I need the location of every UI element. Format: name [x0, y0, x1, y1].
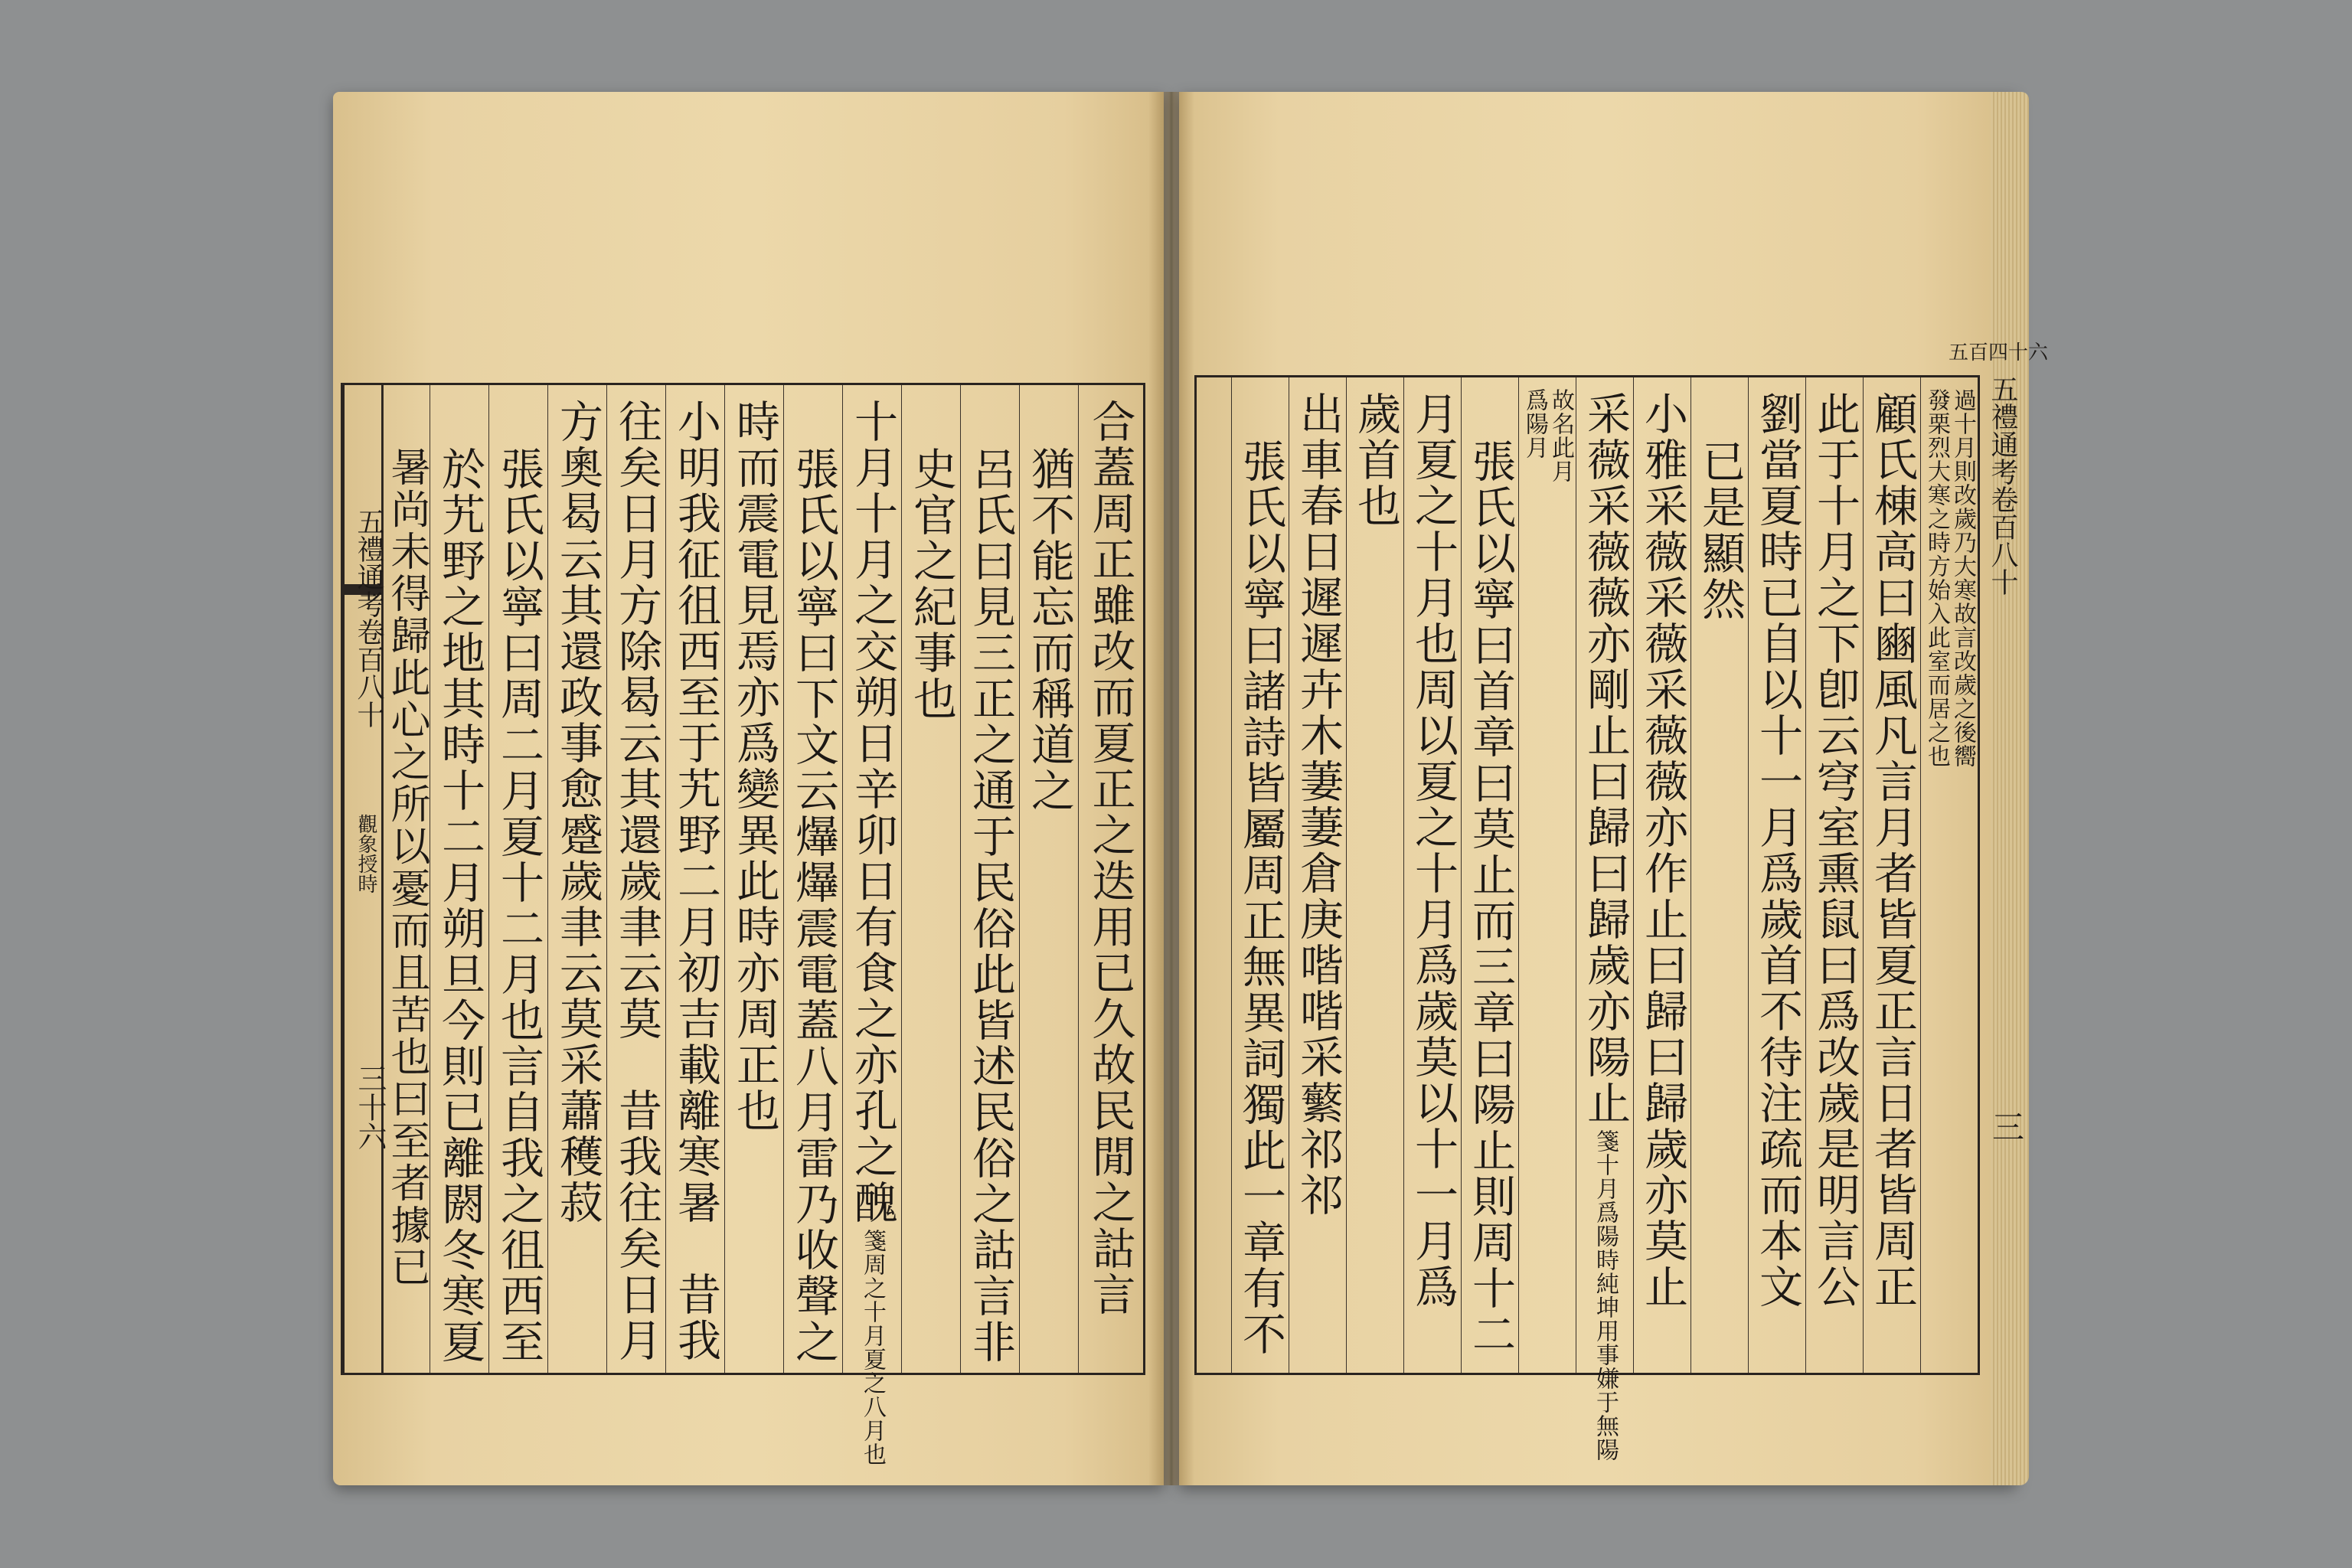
text-column	[1805, 377, 1863, 1373]
book-gutter	[1148, 92, 1194, 1485]
text-column	[901, 385, 960, 1373]
note-line: 發栗烈大寒之時方始入此室而居之也	[1923, 388, 1950, 768]
left-text-frame	[341, 383, 1145, 1466]
text-column	[724, 385, 783, 1373]
text-column	[842, 385, 901, 1466]
column-text: 猶不能忘而稱道之	[1024, 446, 1075, 814]
text-column	[1461, 377, 1518, 1373]
column-text: 合蓋周正雖改而夏正之迭用已久故民閒之詁言	[1085, 399, 1135, 1318]
text-column	[960, 385, 1019, 1373]
text-column	[606, 385, 665, 1373]
column-text: 史官之紀事也	[906, 446, 957, 722]
column-text: 往矣日月方除曷云其還歲聿云莫 昔我往矣日月	[611, 399, 662, 1364]
right-page-label: 五百四十六	[1949, 341, 2049, 364]
column-text: 劉當夏時已自以十一月爲歲首不待注疏而本文	[1752, 391, 1803, 1310]
small-note-pair	[1925, 377, 1974, 1373]
right-page-header: 五禮通考卷百八十	[1987, 375, 2018, 596]
text-column	[547, 385, 606, 1373]
text-column	[1863, 377, 1920, 1373]
column-text: 十月十月之交朔日辛卯日有食之亦孔之醜	[847, 399, 898, 1226]
text-column	[783, 385, 842, 1373]
column-text: 此于十月之下卽云穹室熏鼠曰爲改歲是明言公	[1809, 391, 1860, 1310]
right-page-number: 三	[1988, 1110, 2025, 1142]
banxin-page-number: 三十六	[353, 1063, 387, 1151]
banxin-title: 五禮通考卷百八十	[353, 508, 384, 728]
text-column	[665, 385, 724, 1373]
column-text: 出車春日遲遲卉木萋萋倉庚喈喈采蘩祁祁	[1292, 391, 1344, 1218]
text-column	[1078, 385, 1141, 1373]
left-banxin	[343, 385, 387, 1373]
column-text: 顧氏棟高曰豳風凡言月者皆夏正言日者皆周正	[1867, 391, 1918, 1310]
column-text: 張氏以寧曰首章曰莫止而三章曰陽止則周十二	[1465, 439, 1516, 1357]
banxin-section: 觀象授時	[354, 814, 377, 893]
text-column	[1518, 377, 1576, 1373]
text-column	[1748, 377, 1805, 1373]
text-column	[1231, 377, 1289, 1373]
column-text: 張氏以寧曰諸詩皆屬周正無異詞獨此一章有不	[1235, 439, 1286, 1357]
text-column	[1289, 377, 1346, 1373]
annotation-text: 箋十月爲陽時純坤用事嫌于無陽	[1592, 1129, 1619, 1462]
text-column	[383, 385, 430, 1373]
text-column	[1576, 377, 1633, 1462]
small-note-pair	[1523, 377, 1572, 1373]
column-text: 呂氏曰見三正之通于民俗此皆述民俗之詁言非	[965, 446, 1016, 1365]
page-edges	[1991, 92, 2029, 1485]
note-line: 故名此月	[1547, 388, 1574, 483]
annotation-text: 箋周之十月夏之八月也	[859, 1229, 886, 1466]
right-text-frame	[1194, 375, 1980, 1462]
column-text: 月夏之十月也周以夏之十月爲歲莫以十一月爲	[1407, 391, 1459, 1310]
column-text: 張氏以寧曰下文云爗爗震電蓋八月雷乃收聲之	[788, 446, 839, 1365]
text-column	[1403, 377, 1461, 1373]
column-text: 采薇采薇薇亦剛止曰歸曰歸歲亦陽止	[1579, 391, 1631, 1126]
note-line: 爲陽月	[1521, 388, 1548, 459]
column-text: 方奧曷云其還政事愈蹙歲聿云莫采蕭穫菽	[552, 399, 603, 1226]
text-column	[488, 385, 547, 1373]
text-column	[1019, 385, 1078, 1373]
column-text: 暑尚未得歸此心之所以憂而且苦也曰至者據已	[384, 446, 430, 1289]
text-column	[430, 385, 488, 1373]
column-text: 已是顯然	[1694, 439, 1746, 622]
text-column	[1920, 377, 1978, 1373]
column-text: 歲首也	[1350, 391, 1401, 529]
note-line: 過十月則改歲乃大寒故言改歲之後嚮	[1949, 388, 1976, 768]
column-text: 張氏以寧曰周二月夏十二月也言自我之徂西至	[493, 446, 544, 1365]
text-column	[1690, 377, 1748, 1373]
text-column	[1633, 377, 1690, 1373]
column-text: 小明我征徂西至于艽野二月初吉載離寒暑 昔我	[670, 399, 721, 1364]
column-text: 時而震電見焉亦爲變異此時亦周正也	[729, 399, 780, 1134]
column-text: 小雅采薇采薇采薇薇亦作止曰歸曰歸歲亦莫止	[1637, 391, 1688, 1310]
text-column	[1346, 377, 1403, 1373]
column-text: 於艽野之地其時十二月朔旦今則已離閼冬寒夏	[434, 446, 485, 1365]
